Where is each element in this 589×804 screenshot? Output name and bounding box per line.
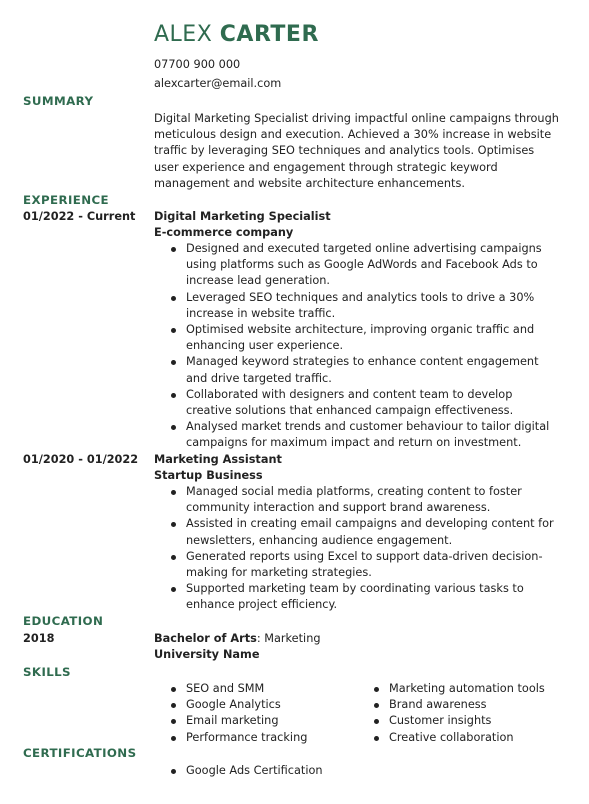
bullet-text: Collaborated with designers and content team to develop creative solutions that enhanced campaign effectiveness. <box>186 387 514 418</box>
summary-text: Digital Marketing Specialist driving impactful online campaigns through meticulous design and execution. Achieved a 30% increase in website traffic by leveraging SEO techniques and analytics tools. Optimises user experience and engagement through strategic keyword management and website architecture enhancements. <box>154 112 559 190</box>
bullet-icon <box>171 555 176 560</box>
list-item <box>154 516 554 548</box>
skill-text: Marketing automation tools <box>389 682 545 695</box>
list-item <box>154 697 307 713</box>
certifications-list <box>154 763 554 779</box>
bullet-text: Supported marketing team by coordinating various tasks to enhance project efficiency. <box>186 582 524 612</box>
education-heading: EDUCATION <box>23 614 104 628</box>
skill-text: Email marketing <box>186 714 279 728</box>
summary-heading: SUMMARY <box>23 94 94 108</box>
bullet-icon <box>171 328 176 333</box>
list-item <box>357 730 545 746</box>
skill-text: SEO and SMM <box>186 682 265 695</box>
bullet-text: Designed and executed targeted online advertising campaigns using platforms such as Google AdWords and Facebook Ads to increase lead generation. <box>186 242 542 288</box>
list-item <box>154 763 554 779</box>
bullet-icon <box>171 360 176 365</box>
skill-text: Performance tracking <box>186 730 308 744</box>
bullet-icon <box>374 687 379 692</box>
degree-name: Bachelor of Arts <box>154 632 257 645</box>
bullet-text: Managed keyword strategies to enhance content engagement and drive targeted traffic. <box>186 355 539 385</box>
bullet-icon <box>374 719 379 724</box>
bullet-text: Leveraged SEO techniques and analytics tools to drive a 30% increase in website traffic. <box>186 290 535 320</box>
bullet-text: Assisted in creating email campaigns and developing content for newsletters, enhancing audience engagement. <box>186 517 554 547</box>
list-item <box>154 713 307 729</box>
list-item <box>357 681 545 697</box>
list-item <box>154 387 554 419</box>
list-item <box>154 354 554 386</box>
job-bullet-list <box>154 241 554 452</box>
skill-text: Customer insights <box>389 714 492 728</box>
job-dates: 01/2020 - 01/2022 <box>23 453 139 466</box>
bullet-icon <box>171 703 176 708</box>
certification-text: Google Ads Certification <box>186 764 323 777</box>
list-item <box>357 697 545 713</box>
bullet-icon <box>171 393 176 398</box>
skills-heading: SKILLS <box>23 665 71 679</box>
bullet-icon <box>171 687 176 692</box>
bullet-icon <box>171 587 176 592</box>
skills-column-right <box>357 681 545 746</box>
job-bullet-list <box>154 484 554 614</box>
list-item <box>154 484 554 516</box>
list-item <box>357 713 545 729</box>
list-item <box>154 322 554 354</box>
first-name: ALEX <box>154 22 213 47</box>
skill-text: Creative collaboration <box>389 730 514 744</box>
candidate-name <box>154 20 319 50</box>
list-item <box>154 581 554 613</box>
list-item <box>154 241 554 290</box>
list-item <box>154 419 554 451</box>
bullet-icon <box>171 296 176 301</box>
bullet-icon <box>171 425 176 430</box>
skill-text: Google Analytics <box>186 698 281 712</box>
bullet-icon <box>171 522 176 527</box>
experience-heading: EXPERIENCE <box>23 193 109 207</box>
list-item <box>154 290 554 322</box>
job-title: Marketing Assistant <box>154 453 282 466</box>
skills-column-left <box>154 681 307 746</box>
school-name: University Name <box>154 648 260 661</box>
last-name: CARTER <box>219 22 319 47</box>
bullet-icon <box>171 247 176 252</box>
bullet-icon <box>171 769 176 774</box>
list-item <box>154 549 554 581</box>
education-year: 2018 <box>23 632 55 645</box>
bullet-icon <box>171 736 176 741</box>
bullet-icon <box>374 703 379 708</box>
job-dates: 01/2022 - Current <box>23 210 136 223</box>
list-item <box>154 730 307 746</box>
company-name: Startup Business <box>154 469 263 482</box>
bullet-text: Analysed market trends and customer behaviour to tailor digital campaigns for maximum impact and return on investment. <box>186 420 550 450</box>
bullet-icon <box>171 719 176 724</box>
job-title: Digital Marketing Specialist <box>154 210 331 223</box>
bullet-icon <box>171 490 176 495</box>
certifications-heading: CERTIFICATIONS <box>23 746 137 760</box>
bullet-icon <box>374 736 379 741</box>
list-item <box>154 681 307 697</box>
email-address: alexcarter@email.com <box>154 77 282 90</box>
degree-line <box>154 631 321 647</box>
bullet-text: Generated reports using Excel to support data-driven decision-making for marketing strategies. <box>186 549 543 580</box>
bullet-text: Managed social media platforms, creating content to foster community interaction and support brand awareness. <box>186 485 522 515</box>
skill-text: Brand awareness <box>389 698 487 712</box>
company-name: E-commerce company <box>154 226 294 239</box>
degree-field: : Marketing <box>256 632 321 645</box>
phone-number: 07700 900 000 <box>154 58 241 71</box>
bullet-text: Optimised website architecture, improving organic traffic and enhancing user experience. <box>186 323 535 353</box>
